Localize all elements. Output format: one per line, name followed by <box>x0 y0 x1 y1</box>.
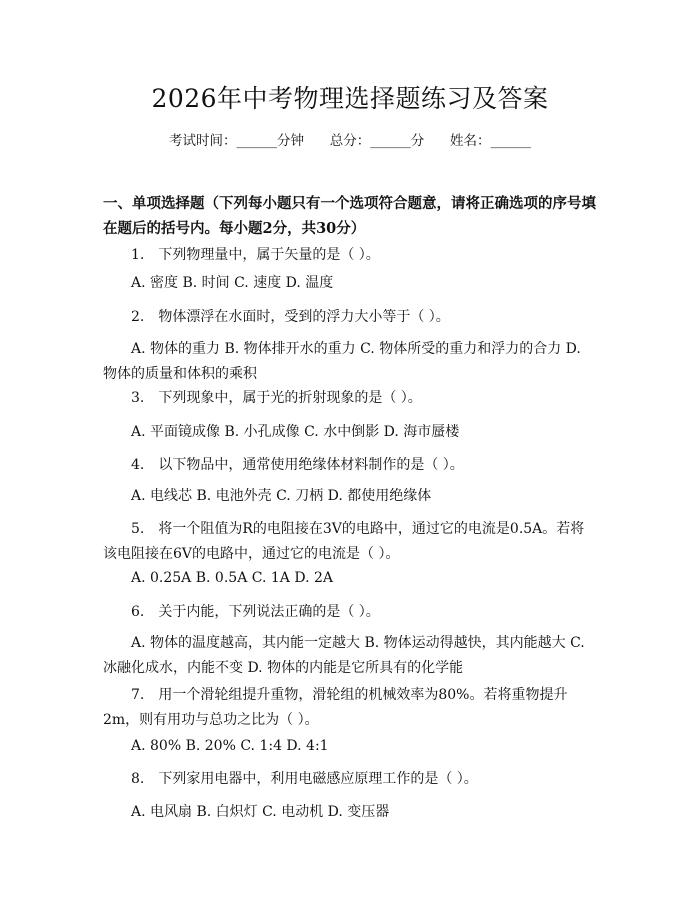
question-2: 2. 物体漂浮在水面时，受到的浮力大小等于（ ）。 <box>131 309 450 325</box>
exam-score: 总分：______分 <box>329 133 425 149</box>
exam-name: 姓名：______ <box>450 133 531 149</box>
question-1: 1. 下列物理量中，属于矢量的是（ ）。 <box>131 247 380 263</box>
question-1-options: A. 密度 B. 时间 C. 速度 D. 温度 <box>131 275 334 291</box>
question-8: 8. 下列家用电器中，利用电磁感应原理工作的是（ ）。 <box>131 771 478 787</box>
question-3-options: A. 平面镜成像 B. 小孔成像 C. 水中倒影 D. 海市蜃楼 <box>131 424 460 440</box>
question-7: 7. 用一个滑轮组提升重物，滑轮组的机械效率为80%。若将重物提升2m，则有用功与总功之比为（ ）。 <box>103 687 568 728</box>
exam-meta <box>0 131 700 151</box>
question-4-options: A. 电线芯 B. 电池外壳 C. 刀柄 D. 都使用绝缘体 <box>131 488 432 504</box>
question-8-options: A. 电风扇 B. 白炽灯 C. 电动机 D. 变压器 <box>131 804 390 820</box>
question-5: 5. 将一个阻值为R的电阻接在3V的电路中，通过它的电流是0.5A。若将该电阻接在6V的电路中，通过它的电流是（ ）。 <box>103 521 585 562</box>
question-2-options: A. 物体的重力 B. 物体排开水的重力 C. 物体所受的重力和浮力的合力 D. 物体的质量和体积的乘积 <box>103 341 581 382</box>
question-6-options: A. 物体的温度越高，其内能一定越大 B. 物体运动得越快，其内能越大 C. 冰融化成水，内能不变 D. 物体的内能是它所具有的化学能 <box>103 635 585 676</box>
section-heading: 一、单项选择题（下列每小题只有一个选项符合题意，请将正确选项的序号填在题后的括号内。每小题2分，共30分） <box>103 195 596 237</box>
page-title: 2026年中考物理选择题练习及答案 <box>151 84 549 113</box>
exam-time: 考试时间：______分钟 <box>169 133 304 149</box>
question-7-options: A. 80% B. 20% C. 1:4 D. 4:1 <box>131 738 329 754</box>
question-5-options: A. 0.25A B. 0.5A C. 1A D. 2A <box>131 570 333 586</box>
question-4: 4. 以下物品中，通常使用绝缘体材料制作的是（ ）。 <box>131 457 464 473</box>
question-3: 3. 下列现象中，属于光的折射现象的是（ ）。 <box>131 390 422 406</box>
question-6: 6. 关于内能，下列说法正确的是（ ）。 <box>131 604 380 620</box>
